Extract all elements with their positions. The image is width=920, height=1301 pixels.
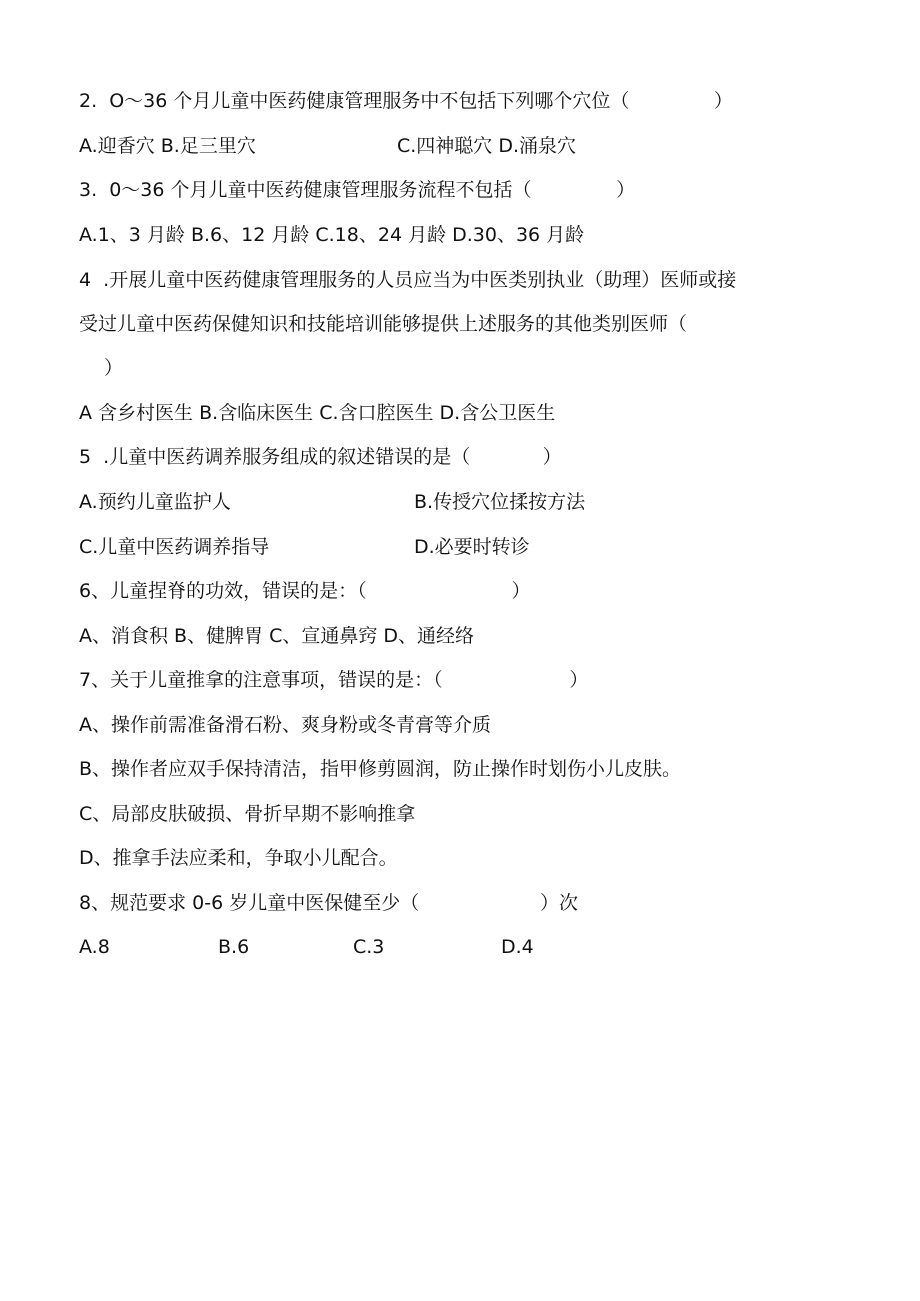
question-5-option-c: C.儿童中医药调养指导: [79, 536, 270, 558]
question-8-option-d: D.4: [501, 936, 534, 958]
question-6-options: A、消食积 B、健脾胃 C、宣通鼻窍 D、通经络: [79, 625, 475, 647]
question-8-stem: 8、规范要求 0-6 岁儿童中医保健至少（ ）次: [79, 892, 578, 914]
question-5-option-d: D.必要时转诊: [414, 536, 530, 558]
question-4-stem-line1: 4 .开展儿童中医药健康管理服务的人员应当为中医类别执业（助理）医师或接: [79, 269, 737, 291]
question-7-option-d: D、推拿手法应柔和，争取小儿配合。: [79, 847, 398, 869]
question-7-option-a: A、操作前需准备滑石粉、爽身粉或冬青膏等介质: [79, 714, 491, 736]
question-3-options: A.1、3 月龄 B.6、12 月龄 C.18、24 月龄 D.30、36 月龄: [79, 224, 585, 246]
question-7-option-c: C、局部皮肤破损、骨折早期不影响推拿: [79, 803, 416, 825]
question-5-stem: 5 .儿童中医药调养服务组成的叙述错误的是（ ）: [79, 446, 562, 468]
question-8-option-a: A.8: [79, 936, 110, 958]
question-7-option-b: B、操作者应双手保持清洁，指甲修剪圆润，防止操作时划伤小儿皮肤。: [79, 758, 682, 780]
question-7-stem: 7、关于儿童推拿的注意事项，错误的是：（ ）: [79, 669, 589, 691]
question-2-stem: 2. O～36 个月儿童中医药健康管理服务中不包括下列哪个穴位（ ）: [79, 90, 733, 112]
question-4-stem-line2: 受过儿童中医药保健知识和技能培训能够提供上述服务的其他类别医师（: [79, 313, 688, 335]
question-8-option-b: B.6: [218, 936, 250, 958]
question-5-option-b: B.传授穴位揉按方法: [414, 491, 586, 513]
question-8-option-c: C.3: [353, 936, 385, 958]
question-3-stem: 3. 0～36 个月儿童中医药健康管理服务流程不包括（ ）: [79, 179, 636, 201]
question-5-option-a: A.预约儿童监护人: [79, 491, 231, 513]
question-2-options-ab: A.迎香穴 B.足三里穴: [79, 135, 256, 157]
question-6-stem: 6、儿童捏脊的功效，错误的是：（ ）: [79, 580, 531, 602]
question-4-stem-line3: ）: [104, 357, 124, 379]
question-4-options: A 含乡村医生 B.含临床医生 C.含口腔医生 D.含公卫医生: [79, 402, 556, 424]
question-2-options-cd: C.四神聪穴 D.涌泉穴: [397, 135, 577, 157]
